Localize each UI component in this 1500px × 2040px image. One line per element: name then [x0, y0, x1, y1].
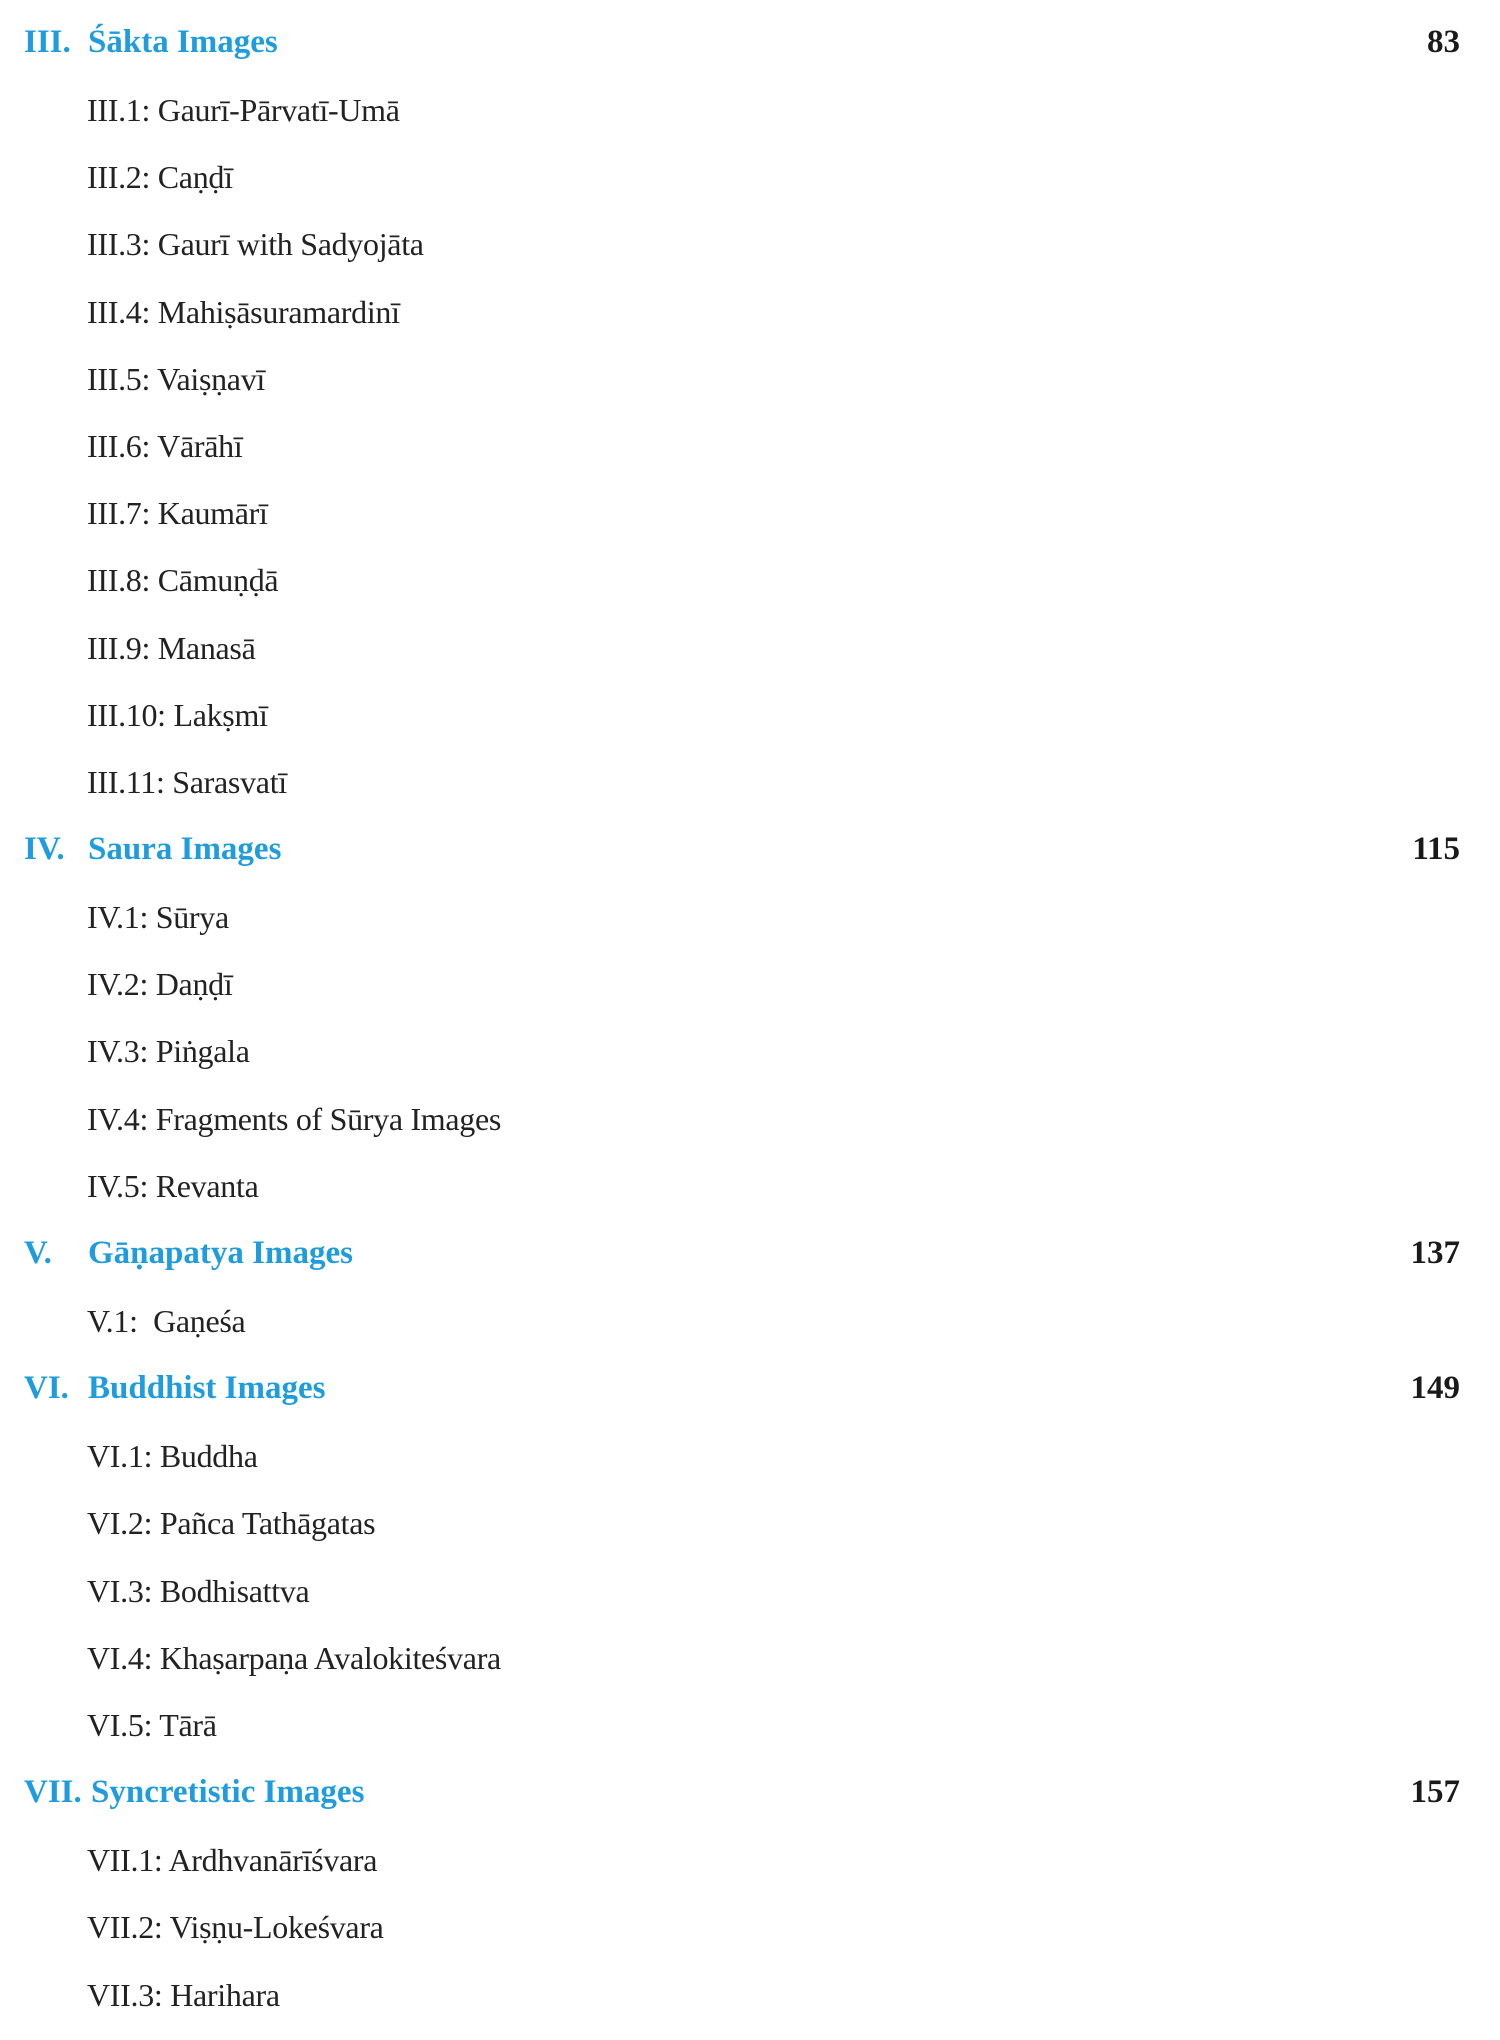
section-heading[interactable] [0, 1366, 1500, 1434]
toc-entry[interactable] [0, 155, 1500, 222]
toc-entry[interactable] [0, 1097, 1500, 1164]
toc-entry[interactable] [0, 1838, 1500, 1905]
section-number: III. [24, 24, 71, 60]
section-page-number: 83 [1427, 24, 1460, 60]
toc-entry[interactable] [0, 290, 1500, 357]
toc-entry-label: III.10: Lakṣmī [87, 696, 268, 733]
section-heading[interactable] [0, 1770, 1500, 1838]
section-number: VI. [24, 1370, 69, 1407]
toc-entry[interactable] [0, 1973, 1500, 2040]
toc-entry[interactable] [0, 1164, 1500, 1231]
section-title[interactable]: Śākta Images [88, 24, 278, 60]
toc-entry[interactable] [0, 1569, 1500, 1636]
toc-entry[interactable] [0, 1703, 1500, 1770]
toc-entry-label: VI.3: Bodhisattva [87, 1572, 310, 1609]
section-heading[interactable] [0, 827, 1500, 895]
toc-entry-label: IV.4: Fragments of Sūrya Images [87, 1100, 502, 1137]
toc-entry-label: III.11: Sarasvatī [87, 763, 287, 800]
toc-entry-label: VI.1: Buddha [87, 1438, 258, 1475]
toc-entry-label: III.8: Cāmuṇḍā [87, 562, 279, 599]
toc-entry[interactable] [0, 88, 1500, 155]
toc-entry[interactable] [0, 1299, 1500, 1366]
toc-entry-label: VI.5: Tārā [87, 1706, 217, 1743]
toc-entry-label: VII.3: Harihara [87, 1976, 280, 2013]
toc-entry-label: III.6: Vārāhī [87, 427, 243, 464]
toc-entry[interactable] [0, 222, 1500, 289]
section-number: V. [24, 1235, 52, 1271]
toc-entry[interactable] [0, 491, 1500, 558]
toc-entry[interactable] [0, 626, 1500, 693]
toc-entry[interactable] [0, 1434, 1500, 1501]
toc-entry-label: IV.3: Piṅgala [87, 1033, 250, 1070]
section-heading[interactable] [0, 1231, 1500, 1299]
toc-section-iv [0, 827, 1500, 1231]
toc-entry-label: IV.2: Daṇḍī [87, 966, 233, 1003]
toc-entry-label: III.1: Gaurī-Pārvatī-Umā [87, 92, 400, 128]
toc-entry-label: VI.4: Khaṣarpaṇa Avalokiteśvara [87, 1639, 501, 1676]
toc-entry-label: III.4: Mahiṣāsuramardinī [87, 293, 400, 330]
section-title[interactable]: Buddhist Images [88, 1370, 326, 1407]
toc-entry-label: V.1: Gaṇeśa [87, 1303, 246, 1339]
toc-entry-label: VII.2: Viṣṇu-Lokeśvara [87, 1909, 384, 1946]
toc-entry[interactable] [0, 357, 1500, 424]
toc-entry-label: IV.5: Revanta [87, 1167, 259, 1204]
toc-entry[interactable] [0, 962, 1500, 1029]
toc-entry[interactable] [0, 1905, 1500, 1972]
section-number: VII. [24, 1774, 82, 1811]
toc-entry[interactable] [0, 1636, 1500, 1703]
toc-entry-label: III.9: Manasā [87, 629, 256, 666]
section-title[interactable]: Syncretistic Images [91, 1774, 365, 1811]
toc-entry-label: VII.1: Ardhvanārīśvara [87, 1842, 378, 1879]
toc-section-v [0, 1231, 1500, 1366]
toc-entry[interactable] [0, 760, 1500, 827]
toc-entry[interactable] [0, 424, 1500, 491]
toc-entry-label: III.3: Gaurī with Sadyojāta [87, 226, 424, 263]
toc-entry-label: III.5: Vaiṣṇavī [87, 360, 265, 397]
table-of-contents [0, 20, 1500, 2040]
toc-entry[interactable] [0, 895, 1500, 962]
section-page-number: 137 [1410, 1235, 1460, 1271]
toc-entry[interactable] [0, 1029, 1500, 1096]
section-heading[interactable] [0, 20, 1500, 88]
toc-section-iii [0, 20, 1500, 827]
section-page-number: 157 [1410, 1774, 1460, 1811]
section-page-number: 115 [1412, 831, 1460, 868]
toc-entry[interactable] [0, 1501, 1500, 1568]
toc-entry-label: VI.2: Pañca Tathāgatas [87, 1505, 376, 1542]
section-title[interactable]: Gāṇapatya Images [88, 1235, 353, 1271]
toc-entry[interactable] [0, 558, 1500, 625]
section-title[interactable]: Saura Images [88, 831, 282, 868]
section-number: IV. [24, 831, 65, 868]
toc-section-vii [0, 1770, 1500, 2040]
toc-section-vi [0, 1366, 1500, 1770]
toc-entry[interactable] [0, 693, 1500, 760]
toc-entry-label: IV.1: Sūrya [87, 899, 229, 936]
section-page-number: 149 [1410, 1370, 1460, 1407]
toc-entry-label: III.7: Kaumārī [87, 495, 268, 532]
toc-entry-label: III.2: Caṇḍī [87, 159, 233, 196]
